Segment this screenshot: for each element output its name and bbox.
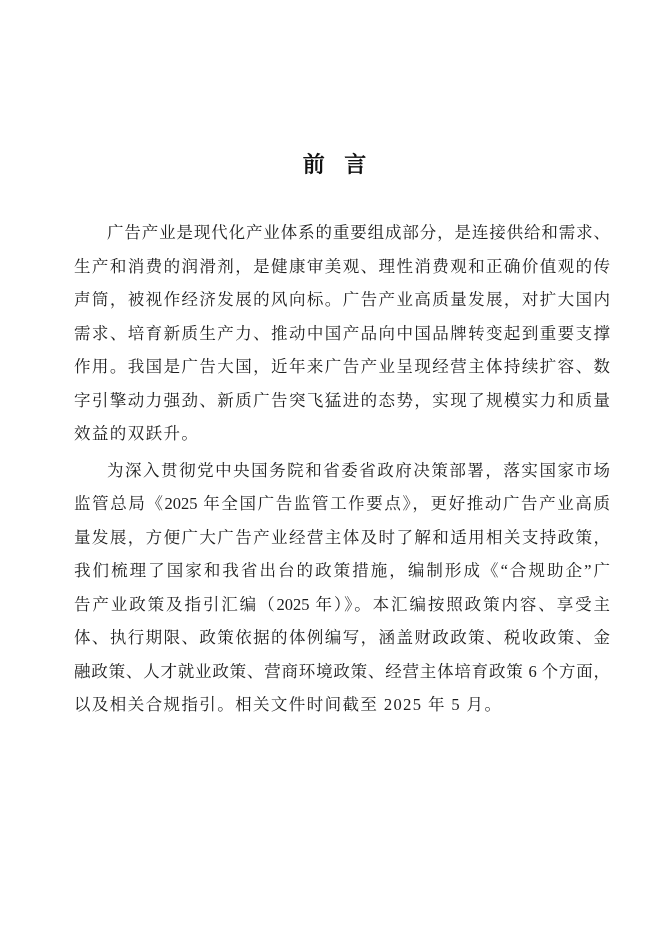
body-text-line: 生产和消费的润滑剂，是健康审美观、理性消费观和正确价值观的传 [74, 256, 610, 276]
body-text-line: 我们梳理了国家和我省出台的政策措施，编制形成《“合规助企”广 [74, 561, 610, 580]
body-text-line: 告产业政策及指引汇编（2025 年）》。本汇编按照政策内容、享受主 [74, 594, 610, 614]
preface-body [74, 216, 610, 722]
body-text-line: 融政策、人才就业政策、营商环境政策、经营主体培育政策 6 个方面， [74, 661, 610, 681]
body-text-line: 量发展，方便广大广告产业经营主体及时了解和适用相关支持政策， [74, 527, 610, 547]
body-text-line: 字引擎动力强劲、新质广告突飞猛进的态势，实现了规模实力和质量 [74, 390, 610, 410]
paragraph-1 [74, 216, 610, 451]
page-title: 前 言 [302, 152, 374, 177]
body-text-line: 以及相关合规指引。相关文件时间截至 2025 年 5 月。 [74, 695, 503, 714]
paragraph-2 [74, 454, 610, 722]
body-text-line: 声筒，被视作经济发展的风向标。广告产业高质量发展，对扩大国内 [74, 290, 610, 309]
body-text-line: 广告产业是现代化产业体系的重要组成部分，是连接供给和需求、 [107, 223, 610, 242]
body-text-line: 效益的双跃升。 [74, 424, 200, 443]
body-text-line: 监管总局《2025 年全国广告监管工作要点》，更好推动广告产业高质 [74, 494, 610, 513]
body-text-line: 体、执行期限、政策依据的体例编写，涵盖财政政策、税收政策、金 [74, 628, 610, 647]
body-text-line: 作用。我国是广告大国，近年来广告产业呈现经营主体持续扩容、数 [74, 357, 610, 376]
body-text-line: 为深入贯彻党中央国务院和省委省政府决策部署，落实国家市场 [107, 460, 610, 480]
body-text-line: 需求、培育新质生产力、推动中国产品向中国品牌转变起到重要支撑 [74, 323, 610, 343]
